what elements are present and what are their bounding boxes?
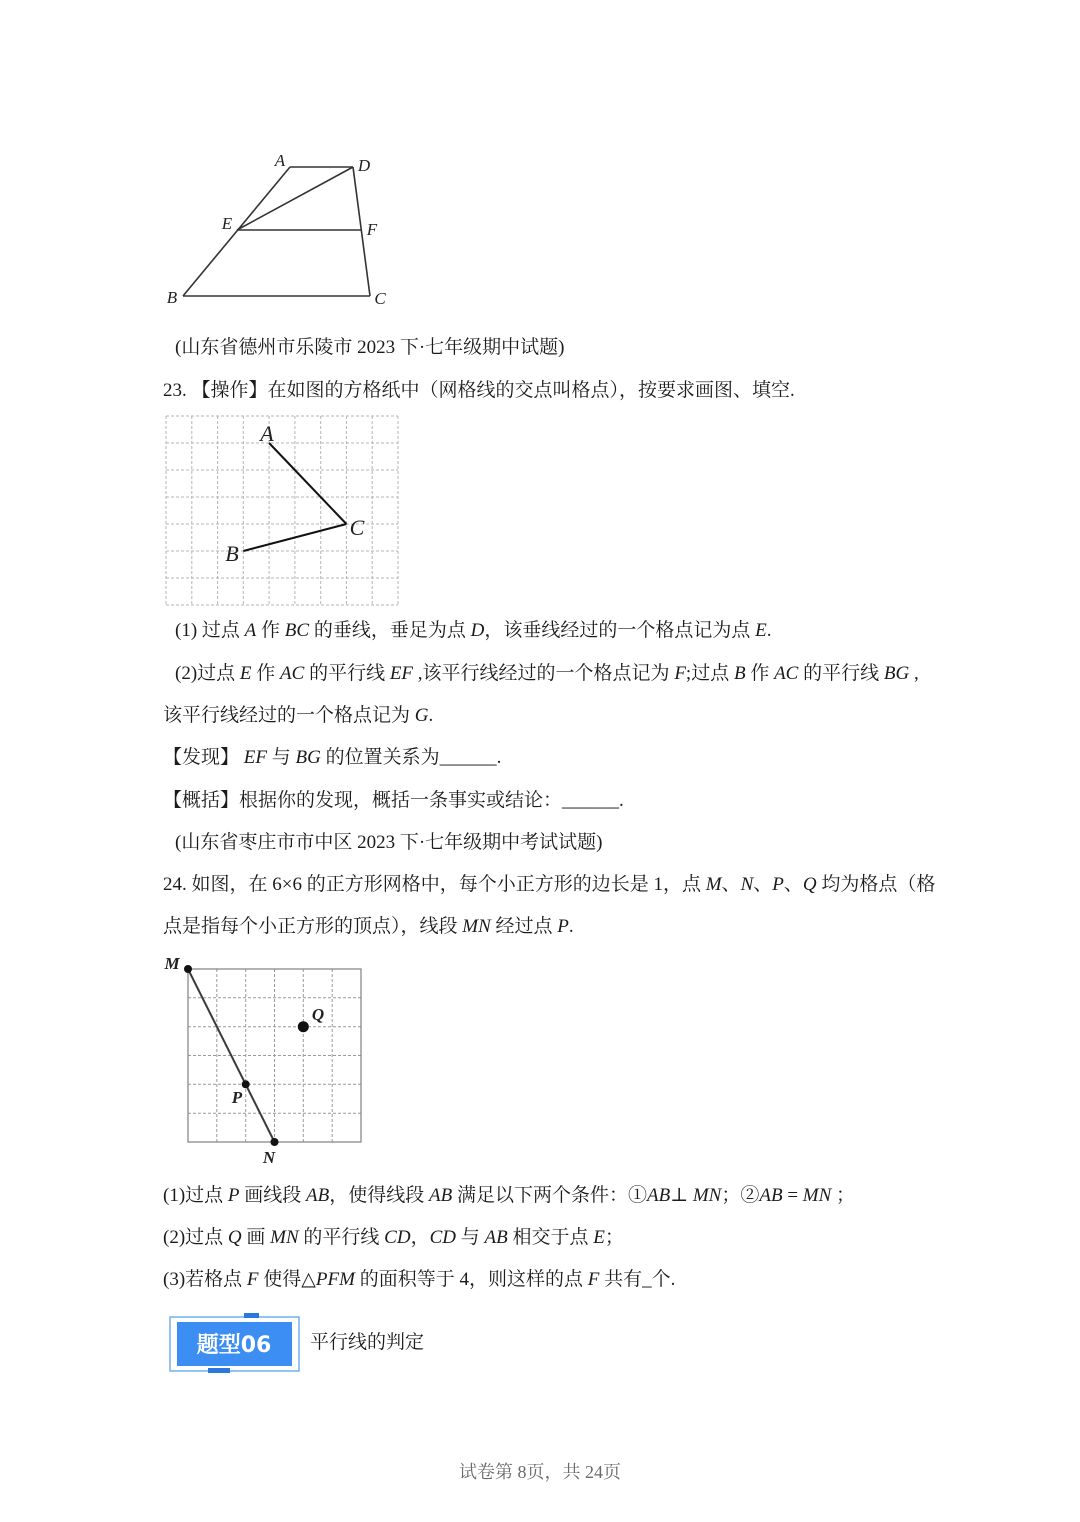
- math-variable: CD: [384, 1227, 411, 1248]
- text-run: 24. 如图，在 6×6 的正方形网格中，每个小正方形的边长是 1，点: [163, 874, 706, 895]
- label-C: C: [374, 289, 386, 308]
- text-run: 画: [241, 1227, 271, 1248]
- section-title: 平行线的判定: [310, 1332, 425, 1353]
- text-run: =: [782, 1185, 803, 1206]
- point-M: [184, 965, 192, 973]
- math-variable: F: [674, 663, 686, 684]
- math-variable: P: [772, 874, 784, 895]
- math-variable: CD: [429, 1227, 456, 1248]
- text-run: ，: [410, 1227, 430, 1248]
- label-E: E: [221, 214, 233, 233]
- text-run: 画线段: [239, 1185, 307, 1206]
- text-run: 与: [456, 1227, 485, 1248]
- text-run: (2)过点: [163, 1227, 228, 1248]
- q23-part2-line2: [163, 704, 433, 728]
- math-variable: D: [470, 620, 485, 641]
- text-run: ,该平行线经过的一个格点记为: [413, 663, 675, 684]
- math-variable: MN: [692, 1185, 722, 1206]
- text-run: 作: [745, 663, 775, 684]
- math-variable: AB: [306, 1185, 330, 1206]
- text-run: ⊥: [670, 1185, 693, 1206]
- text-run: 的平行线: [298, 1227, 385, 1248]
- label-D: D: [357, 156, 371, 175]
- math-variable: E: [593, 1227, 605, 1248]
- text-run: 作: [256, 620, 285, 641]
- label-A: A: [274, 151, 286, 170]
- label-F: F: [366, 220, 378, 239]
- q23-discover: [163, 746, 501, 770]
- q24-part1: [163, 1184, 855, 1208]
- math-variable: E: [755, 620, 767, 641]
- q23-source-note: (山东省德州市乐陵市 2023 下·七年级期中试题): [175, 337, 565, 358]
- text-run: ；②: [721, 1185, 760, 1206]
- text-run: 的位置关系为______.: [320, 747, 502, 768]
- math-variable: AB: [484, 1227, 508, 1248]
- trapezoid-figure: [183, 167, 370, 296]
- label-A: A: [260, 421, 274, 446]
- text-run: 该平行线经过的一个格点记为: [163, 705, 415, 726]
- q23-grid-figure: [166, 416, 398, 605]
- text-run: 的平行线: [798, 663, 884, 684]
- math-variable: F: [246, 1269, 259, 1290]
- label-B: B: [166, 288, 178, 307]
- q23-generalize: 【概括】根据你的发现，概括一条事实或结论：______.: [163, 790, 624, 811]
- text-run: 满足以下两个条件：①: [452, 1185, 647, 1206]
- text-run: 经过点: [490, 916, 558, 937]
- badge-bottom-accent: [208, 1368, 230, 1373]
- text-run: 与: [266, 747, 296, 768]
- text-run: 作: [251, 663, 281, 684]
- text-run: 、: [753, 874, 773, 895]
- math-variable: MN: [802, 1185, 832, 1206]
- math-variable: P: [227, 1185, 240, 1206]
- math-variable: MN: [462, 916, 491, 937]
- text-run: ,: [909, 663, 919, 684]
- math-variable: AB: [429, 1185, 453, 1206]
- math-variable: B: [733, 663, 746, 684]
- math-variable: N: [740, 874, 754, 895]
- text-run: 的垂线，垂足为点: [309, 620, 471, 641]
- text-run: 使得△: [258, 1269, 316, 1290]
- math-variable: A: [244, 620, 257, 641]
- text-run: 相交于点: [507, 1227, 594, 1248]
- text-run: ；: [604, 1227, 624, 1248]
- math-variable: BG: [883, 663, 910, 684]
- text-run: 【发现】: [163, 747, 244, 768]
- text-run: 的平行线: [304, 663, 390, 684]
- label-M: M: [164, 954, 180, 973]
- segment-ED: [237, 167, 353, 230]
- text-run: ，该垂线经过的一个格点记为点: [484, 620, 756, 641]
- text-run: 点是指每个小正方形的顶点），线段: [163, 916, 463, 937]
- q23-part1: [175, 619, 771, 643]
- q24-part2: [163, 1226, 624, 1250]
- q23-part2-line1: [175, 662, 919, 686]
- math-variable: AB: [759, 1185, 783, 1206]
- point-P: [242, 1080, 250, 1088]
- math-variable: AC: [774, 663, 799, 684]
- text-run: ；: [831, 1185, 856, 1206]
- math-variable: M: [705, 874, 722, 895]
- math-variable: EF: [243, 747, 267, 768]
- section-badge: [170, 1313, 299, 1373]
- math-variable: Q: [227, 1227, 242, 1248]
- text-run: (2)过点: [175, 663, 240, 684]
- math-variable: BG: [295, 747, 321, 768]
- text-run: (1) 过点: [175, 620, 245, 641]
- math-variable: Q: [802, 874, 817, 895]
- label-Q: Q: [311, 1005, 325, 1024]
- text-run: 、: [721, 874, 741, 895]
- math-variable: PFM: [315, 1269, 355, 1290]
- label-C: C: [349, 515, 365, 540]
- text-run: .: [568, 916, 574, 937]
- text-run: 的面积等于 4，则这样的点: [354, 1269, 588, 1290]
- segment-AC: [269, 443, 346, 524]
- label-N: N: [262, 1148, 276, 1167]
- math-variable: MN: [270, 1227, 299, 1248]
- math-variable: P: [557, 916, 569, 937]
- text-run: (3)若格点: [163, 1269, 247, 1290]
- math-variable: BC: [284, 620, 310, 641]
- badge-top-accent: [244, 1313, 259, 1318]
- q24-source-note: (山东省枣庄市市中区 2023 下·七年级期中考试试题): [175, 832, 603, 853]
- text-run: .: [428, 705, 434, 726]
- point-N: [271, 1138, 279, 1146]
- text-run: 共有_个.: [599, 1269, 676, 1290]
- text-run: (1)过点: [163, 1185, 228, 1206]
- label-B: B: [225, 541, 239, 566]
- q24-grid-figure: [163, 954, 361, 1167]
- text-run: 均为格点（格: [816, 874, 936, 895]
- segment-AB: [183, 167, 290, 296]
- math-variable: AB: [647, 1185, 671, 1206]
- q24-stem-line1: [163, 873, 935, 897]
- point-Q: [298, 1021, 309, 1032]
- text-run: ，使得线段: [329, 1185, 430, 1206]
- text-run: .: [766, 620, 772, 641]
- math-variable: AC: [280, 663, 305, 684]
- grid-horizontal-lines: [166, 416, 398, 605]
- badge-label: 题型06: [196, 1333, 272, 1358]
- label-P: P: [231, 1088, 243, 1107]
- math-variable: F: [587, 1269, 600, 1290]
- q23-stem: 23. 【操作】在如图的方格纸中（网格线的交点叫格点），按要求画图、填空.: [163, 380, 795, 401]
- q24-part3: [163, 1268, 675, 1292]
- math-variable: E: [239, 663, 252, 684]
- page-footer: 试卷第 8页，共 24页: [459, 1462, 621, 1482]
- text-run: 、: [783, 874, 803, 895]
- text-run: ;过点: [685, 663, 734, 684]
- math-variable: EF: [389, 663, 414, 684]
- grid-vertical-lines: [166, 416, 398, 605]
- math-variable: G: [414, 705, 429, 726]
- q24-stem-line2: [163, 915, 574, 939]
